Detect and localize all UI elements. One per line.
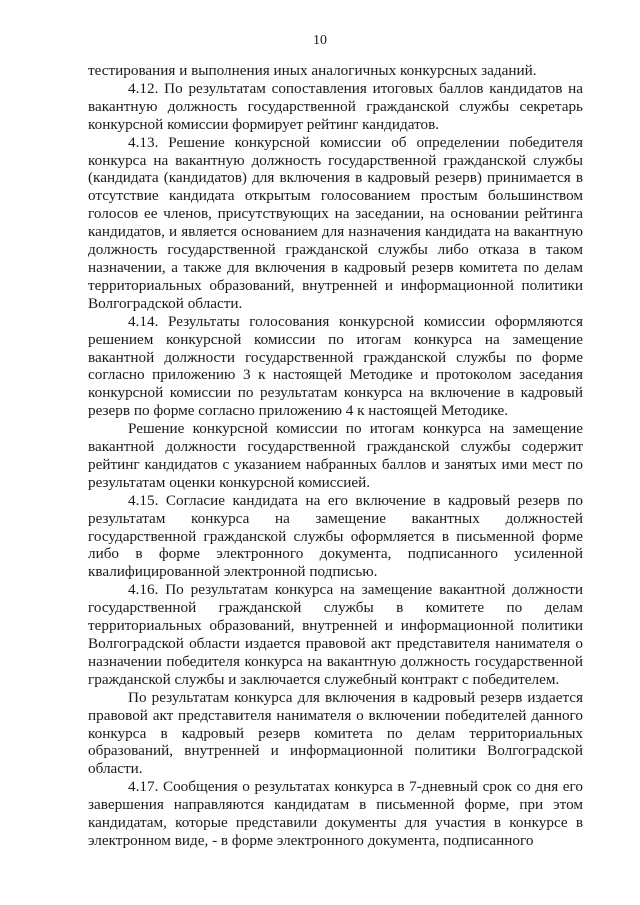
paragraph-4-13: 4.13. Решение конкурсной комиссии об определении победителя конкурса на вакантную должность государственной гражданской службы (кандидата (кандидатов) для включения в кадровый резерв) принимается в отсутствие кандидата открытым голосованием простым большинством голосов ее членов, присутствующих на заседании, на основании рейтинга кандидатов, и является основанием для назначения кандидата на вакантную должность государственной гражданской службы либо отказа в таком назначении, а также для включения в кадровый резерв комитета по делам территориальных образований, внутренней и информационной политики Волгоградской области. [88,133,583,312]
paragraph-4-15: 4.15. Согласие кандидата на его включение в кадровый резерв по результатам конкурса на замещение вакантных должностей государственной гражданской службы оформляется в письменной форме либо в форме электронного документа, подписанного усиленной квалифицированной электронной подписью. [88,491,583,581]
paragraph-4-14-decision: Решение конкурсной комиссии по итогам конкурса на замещение вакантной должности государственной гражданской службы содержит рейтинг кандидатов с указанием набранных баллов и занятых ими мест по результатам оценки конкурсной комиссией. [88,420,583,491]
paragraph-4-12: 4.12. По результатам сопоставления итоговых баллов кандидатов на вакантную должность государственной гражданской службы секретарь конкурсной комиссии формирует рейтинг кандидатов. [88,79,583,133]
page-number: 10 [313,33,327,48]
paragraph-4-16-reserve: По результатам конкурса для включения в кадровый резерв издается правовой акт представителя нанимателя о включении победителей данного конкурса в кадровый резерв комитета по делам территориальных образований, внутренней и информационной политики Волгоградской области. [88,688,583,778]
paragraph-continuation: тестирования и выполнения иных аналогичных конкурсных заданий. [88,62,537,79]
document-body [88,62,583,850]
paragraph-4-17: 4.17. Сообщения о результатах конкурса в 7-дневный срок со дня его завершения направляются кандидатам в письменной форме, при этом кандидатам, которые представили документы для участия в конкурсе в электронном виде, - в форме электронного документа, подписанного [88,778,583,849]
paragraph-4-16: 4.16. По результатам конкурса на замещение вакантной должности государственной гражданской службы в комитете по делам территориальных образований, внутренней и информационной политики Волгоградской области издается правовой акт представителя нанимателя о назначении победителя конкурса на вакантную должность государственной гражданской службы и заключается служебный контракт с победителем. [88,581,583,688]
paragraph-4-14: 4.14. Результаты голосования конкурсной комиссии оформляются решением конкурсной комиссии по итогам конкурса на замещение вакантной должности государственной гражданской службы по форме согласно приложению 3 к настоящей Методике и протоколом заседания конкурсной комиссии по результатам конкурса на включение в кадровый резерв по форме согласно приложению 4 к настоящей Методике. [88,312,583,420]
